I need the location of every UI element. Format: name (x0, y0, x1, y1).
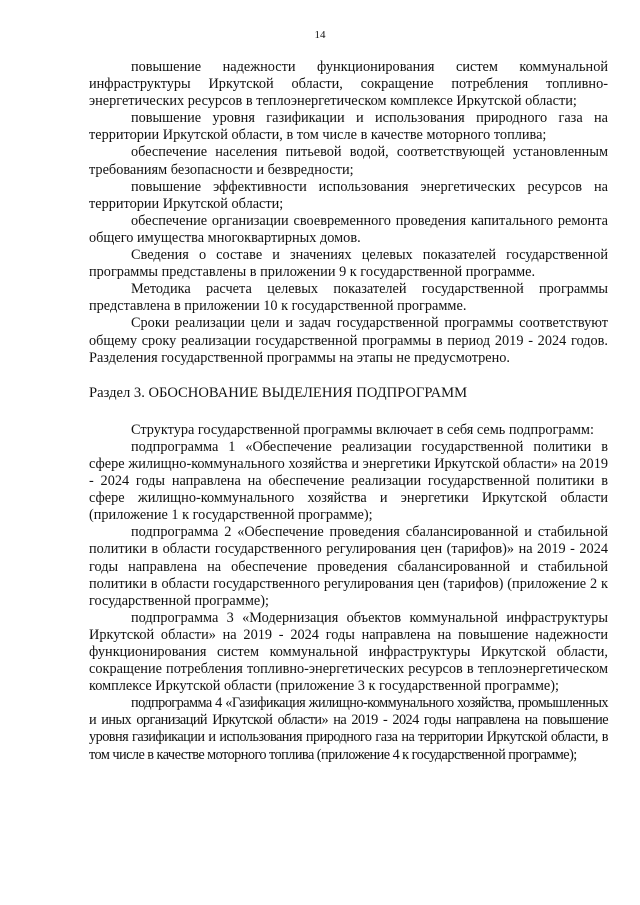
subprogram-2-paragraph: подпрограмма 2 «Обеспечение проведения сбалансированной и стабильной политики в области государственного регулирования цен (тарифов)» на 2019 - 2024 годы направлена на обеспечение проведения сбалансированной и стабильной политики в области государственного регулирования цен (тарифов) (приложение 2 к государственной программе); (89, 524, 608, 609)
goal-paragraph-3: обеспечение населения питьевой водой, соответствующей установленным требованиям безопасности и безвредности; (89, 144, 608, 178)
document-body (89, 59, 608, 764)
methodology-paragraph: Методика расчета целевых показателей государственной программы представлена в приложении 10 к государственной программе. (89, 281, 608, 315)
section-heading: Раздел 3. ОБОСНОВАНИЕ ВЫДЕЛЕНИЯ ПОДПРОГРАММ (89, 384, 468, 401)
goal-paragraph-4: повышение эффективности использования энергетических ресурсов на территории Иркутской области; (89, 178, 608, 212)
structure-paragraph: Структура государственной программы включает в себя семь подпрограмм: (131, 421, 594, 438)
timeline-paragraph: Сроки реализации цели и задач государственной программы соответствуют общему сроку реализации государственной программы в период 2019 - 2024 годов. Разделения государственной программы на этапы не предусмотрено. (89, 315, 608, 366)
subprogram-3-paragraph: подпрограмма 3 «Модернизация объектов коммунальной инфраструктуры Иркутской области» на 2019 - 2024 годы направлена на повышение надежности функционирования систем коммунальной инфраструктуры Иркутской области, сокращение потребления топливно-энергетических ресурсов в теплоэнергетическом комплексе Иркутской области (приложение 3 к государственной программе); (89, 609, 608, 695)
goal-paragraph-1: повышение надежности функционирования систем коммунальной инфраструктуры Иркутской области, сокращение потребления топливно-энергетических ресурсов в теплоэнергетическом комплексе Иркутской области; (89, 59, 608, 110)
subprogram-1-paragraph: подпрограмма 1 «Обеспечение реализации государственной политики в сфере жилищно-коммунального хозяйства и энергетики Иркутской области» на 2019 - 2024 годы направлена на обеспечение реализации государственной политики в сфере жилищно-коммунального хозяйства и энергетики Иркутской области (приложение 1 к государственной программе); (89, 438, 608, 524)
subprogram-4-paragraph: подпрограмма 4 «Газификация жилищно-коммунального хозяйства, промышленных и иных организаций Иркутской области» на 2019 - 2024 годы направлена на повышение уровня газификации и использования природного газа на территории Иркутской области, в том числе в качестве моторного топлива (приложение 4 к государственной программе); (89, 695, 608, 763)
goal-paragraph-5: обеспечение организации своевременного проведения капитального ремонта общего имущества многоквартирных домов. (89, 212, 608, 246)
goal-paragraph-2: повышение уровня газификации и использования природного газа на территории Иркутской области, в том числе в качестве моторного топлива; (89, 110, 608, 144)
indicators-paragraph: Сведения о составе и значениях целевых показателей государственной программы представлены в приложении 9 к государственной программе. (89, 247, 608, 281)
page-number: 14 (314, 29, 326, 41)
